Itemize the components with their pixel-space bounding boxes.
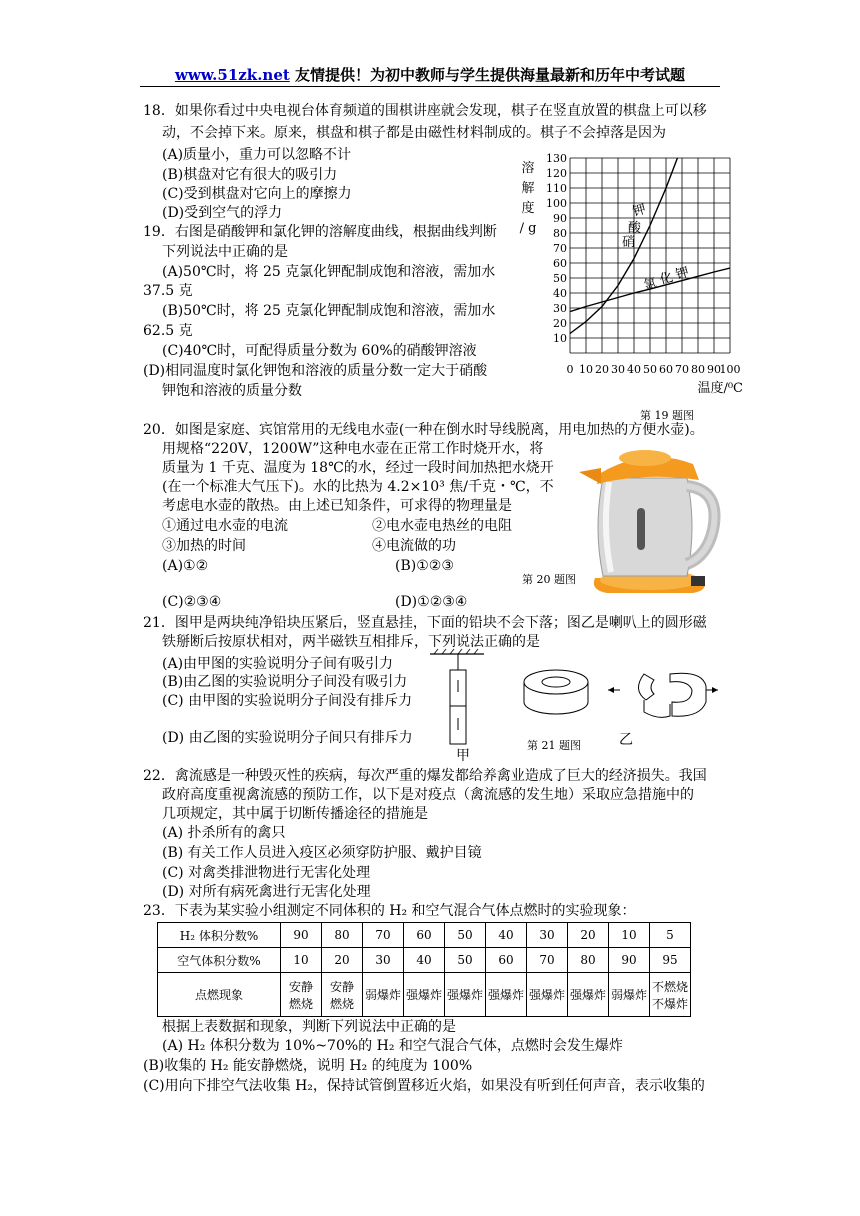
q22-option-b: (B) 有关工作人员进入疫区必须穿防护服、戴护目镜	[162, 845, 482, 861]
q21-line2: 铁掰断后按原状相对，两半磁铁互相排斥，下列说法正确的是	[162, 634, 540, 650]
figure-jia-label: 甲	[456, 748, 470, 764]
y-tick-label: 70	[553, 242, 567, 255]
x-tick-label: 30	[611, 363, 625, 376]
q20-line3: 质量为 1 千克、温度为 18℃的水，经过一段时间加热把水烧开	[162, 460, 554, 476]
q22-option-d: (D) 对所有病死禽进行无害化处理	[162, 884, 371, 900]
kno3-label-3: 硝	[622, 235, 636, 250]
kno3-curve	[570, 148, 714, 334]
y-axis-label-char-3: 度	[521, 201, 535, 216]
cell-line: 安静	[329, 979, 354, 994]
table-cell: 弱爆炸	[609, 973, 650, 1017]
figure-yi-label: 乙	[619, 732, 633, 748]
y-tick-label: 100	[546, 197, 567, 210]
table-cell: 30	[363, 948, 404, 973]
q19-option-d-2: 钾饱和溶液的质量分数	[162, 383, 302, 399]
table-cell: 30	[527, 923, 568, 948]
q22-line3: 几项规定，其中属于切断传播途径的措施是	[162, 806, 428, 822]
cell-line: 安静	[288, 979, 313, 994]
x-axis-label: 温度/⁰C	[697, 381, 743, 396]
q18-option-c: (C)受到棋盘对它向上的摩擦力	[162, 186, 352, 202]
q20-option-c: (C)②③④	[162, 594, 222, 610]
q20-line2: 用规格“220V，1200W”这种电水壶在正常工作时烧开水，将	[162, 441, 544, 457]
q19-option-b-1: (B)50℃时，将 25 克氯化钾配制成饱和溶液，需加水	[162, 303, 496, 319]
y-tick-label: 120	[546, 167, 567, 180]
q19-option-b-2: 62.5 克	[143, 323, 193, 339]
experiment-table	[157, 922, 691, 1017]
y-tick-label: 50	[553, 272, 567, 285]
q20-line1: 20．如图是家庭、宾馆常用的无线电水壶(一种在倒水时导线脱离，用电加热的方便水壶)。	[143, 422, 704, 438]
q18-option-a: (A)质量小，重力可以忽略不计	[162, 147, 352, 163]
header-slogan: 友情提供！为初中教师与学生提供海量最新和历年中考试题	[289, 66, 686, 84]
x-tick-label: 90	[707, 363, 721, 376]
table-cell: 强爆炸	[486, 973, 527, 1017]
table-cell: 40	[404, 948, 445, 973]
y-axis-label-char-1: 溶	[521, 161, 535, 176]
q20-caption: 第 20 题图	[522, 573, 576, 586]
q21-line1: 21．图甲是两块纯净铅块压紧后，竖直悬挂，下面的铅块不会下落；图乙是喇叭上的圆形磁	[143, 615, 707, 631]
kcl-label-2: 化	[658, 270, 675, 288]
table-cell	[650, 973, 691, 1017]
cell-line: 燃烧	[329, 996, 354, 1011]
q20-line5: 考虑电水壶的散热。由上述已知条件，可求得的物理量是	[162, 498, 512, 514]
cell-line: 不爆炸	[652, 996, 689, 1011]
kno3-label-1: 钾	[631, 202, 648, 220]
y-tick-label: 40	[553, 287, 567, 300]
q23-line1: 23．下表为某实验小组测定不同体积的 H₂ 和空气混合气体点燃时的实验现象：	[143, 903, 636, 919]
table-cell	[322, 973, 363, 1017]
x-tick-label: 20	[595, 363, 609, 376]
q22-line2: 政府高度重视禽流感的预防工作，以下是对疫点（禽流感的发生地）采取应急措施中的	[162, 787, 694, 803]
q18-line1: 18．如果你看过中央电视台体育频道的围棋讲座就会发现，棋子在竖直放置的棋盘上可以移	[143, 103, 707, 119]
y-tick-label: 90	[553, 212, 567, 225]
q18-line2: 动，不会掉下来。原来，棋盘和棋子都是由磁性材料制成的。棋子不会掉落是因为	[162, 125, 666, 141]
table-row	[158, 948, 691, 973]
table-cell: 10	[609, 923, 650, 948]
table-cell: 50	[445, 948, 486, 973]
table-cell: 60	[404, 923, 445, 948]
table-cell: 70	[527, 948, 568, 973]
table-cell: 强爆炸	[527, 973, 568, 1017]
table-cell: 70	[363, 923, 404, 948]
ring-magnet-figure	[520, 660, 720, 724]
table-cell: 弱爆炸	[363, 973, 404, 1017]
q20-option-a: (A)①②	[162, 558, 209, 574]
q19-option-a-1: (A)50℃时，将 25 克氯化钾配制成饱和溶液，需加水	[162, 264, 496, 280]
q21-option-c: (C) 由甲图的实验说明分子间没有排斥力	[162, 693, 413, 709]
y-axis-label-char-2: 解	[521, 181, 535, 196]
table-cell: 5	[650, 923, 691, 948]
y-tick-label: 130	[546, 152, 567, 165]
table-row	[158, 973, 691, 1017]
q20-option-d: (D)①②③④	[395, 594, 468, 610]
table-cell: 60	[486, 948, 527, 973]
q19-line1: 19．右图是硝酸钾和氯化钾的溶解度曲线，根据曲线判断	[143, 224, 497, 240]
kcl-label-1: 氯	[642, 276, 659, 294]
table-cell: 90	[281, 923, 322, 948]
electric-kettle-image	[575, 438, 725, 598]
table-header-h2: H₂ 体积分数%	[158, 923, 281, 948]
table-row	[158, 923, 691, 948]
kcl-label-3: 钾	[674, 265, 691, 283]
q21-option-b: (B)由乙图的实验说明分子间没有吸引力	[162, 674, 408, 690]
table-cell: 40	[486, 923, 527, 948]
q20-quantity-4: ④电流做的功	[372, 538, 456, 554]
q20-option-b: (B)①②③	[395, 558, 454, 574]
table-cell: 20	[568, 923, 609, 948]
table-cell: 80	[322, 923, 363, 948]
q22-option-c: (C) 对禽类排泄物进行无害化处理	[162, 865, 371, 881]
q21-caption: 第 21 题图	[527, 739, 581, 752]
y-tick-label: 30	[553, 302, 567, 315]
kno3-label-2: 酸	[628, 221, 642, 236]
table-header-phenomenon: 点燃现象	[158, 973, 281, 1017]
table-cell: 20	[322, 948, 363, 973]
q22-option-a: (A) 扑杀所有的禽只	[162, 825, 286, 841]
q20-quantity-3: ③加热的时间	[162, 538, 246, 554]
x-tick-label: 70	[675, 363, 689, 376]
q20-quantity-2: ②电水壶电热丝的电阻	[372, 518, 512, 534]
q21-option-d: (D) 由乙图的实验说明分子间只有排斥力	[162, 730, 413, 746]
q19-caption: 第 19 题图	[640, 409, 694, 422]
cell-line: 不燃烧	[652, 979, 689, 994]
x-tick-label: 50	[643, 363, 657, 376]
cell-line: 燃烧	[288, 996, 313, 1011]
q22-line1: 22．禽流感是一种毁灭性的疾病，每次严重的爆发都给养禽业造成了巨大的经济损失。我国	[143, 768, 707, 784]
x-tick-label: 80	[691, 363, 705, 376]
x-tick-label: 100	[719, 363, 741, 376]
x-tick-label: 40	[627, 363, 641, 376]
y-axis-label-char-4: / g	[519, 221, 537, 236]
page-header	[0, 64, 860, 85]
y-tick-label: 60	[553, 257, 567, 270]
table-cell: 强爆炸	[568, 973, 609, 1017]
q18-option-d: (D)受到空气的浮力	[162, 205, 283, 221]
q18-option-b: (B)棋盘对它有很大的吸引力	[162, 167, 338, 183]
table-cell: 50	[445, 923, 486, 948]
q23-option-c: (C)用向下排空气法收集 H₂，保持试管倒置移近火焰，如果没有听到任何声音，表示收集的	[143, 1078, 705, 1094]
x-tick-label: 0	[566, 363, 574, 376]
table-header-air: 空气体积分数%	[158, 948, 281, 973]
q23-option-a: (A) H₂ 体积分数为 10%~70%的 H₂ 和空气混合气体，点燃时会发生爆炸	[162, 1038, 623, 1054]
y-tick-label: 20	[553, 317, 567, 330]
q20-line4: (在一个标准大气压下)。水的比热为 4.2×10³ 焦/千克・℃，不	[162, 479, 554, 495]
q19-option-a-2: 37.5 克	[143, 283, 193, 299]
q23-after-table: 根据上表数据和现象，判断下列说法中正确的是	[162, 1019, 456, 1035]
q19-option-c: (C)40℃时，可配得质量分数为 60%的硝酸钾溶液	[162, 343, 477, 359]
q19-line2: 下列说法中正确的是	[162, 244, 288, 260]
lead-blocks-figure	[428, 648, 490, 748]
table-cell: 10	[281, 948, 322, 973]
q20-quantity-1: ①通过电水壶的电流	[162, 518, 288, 534]
q23-option-b: (B)收集的 H₂ 能安静燃烧，说明 H₂ 的纯度为 100%	[143, 1058, 473, 1074]
x-tick-label: 10	[579, 363, 593, 376]
y-tick-label: 80	[553, 227, 567, 240]
table-cell: 强爆炸	[404, 973, 445, 1017]
q21-option-a: (A)由甲图的实验说明分子间有吸引力	[162, 656, 394, 672]
x-tick-label: 60	[659, 363, 673, 376]
table-cell: 80	[568, 948, 609, 973]
q19-option-d-1: (D)相同温度时氯化钾饱和溶液的质量分数一定大于硝酸	[143, 363, 488, 379]
y-tick-label: 110	[546, 182, 567, 195]
table-cell: 90	[609, 948, 650, 973]
header-rule	[140, 86, 720, 87]
table-cell: 强爆炸	[445, 973, 486, 1017]
site-link[interactable]: www.51zk.net	[174, 66, 290, 84]
table-cell	[281, 973, 322, 1017]
solubility-chart	[515, 148, 755, 398]
y-tick-label: 10	[553, 332, 567, 345]
table-cell: 95	[650, 948, 691, 973]
